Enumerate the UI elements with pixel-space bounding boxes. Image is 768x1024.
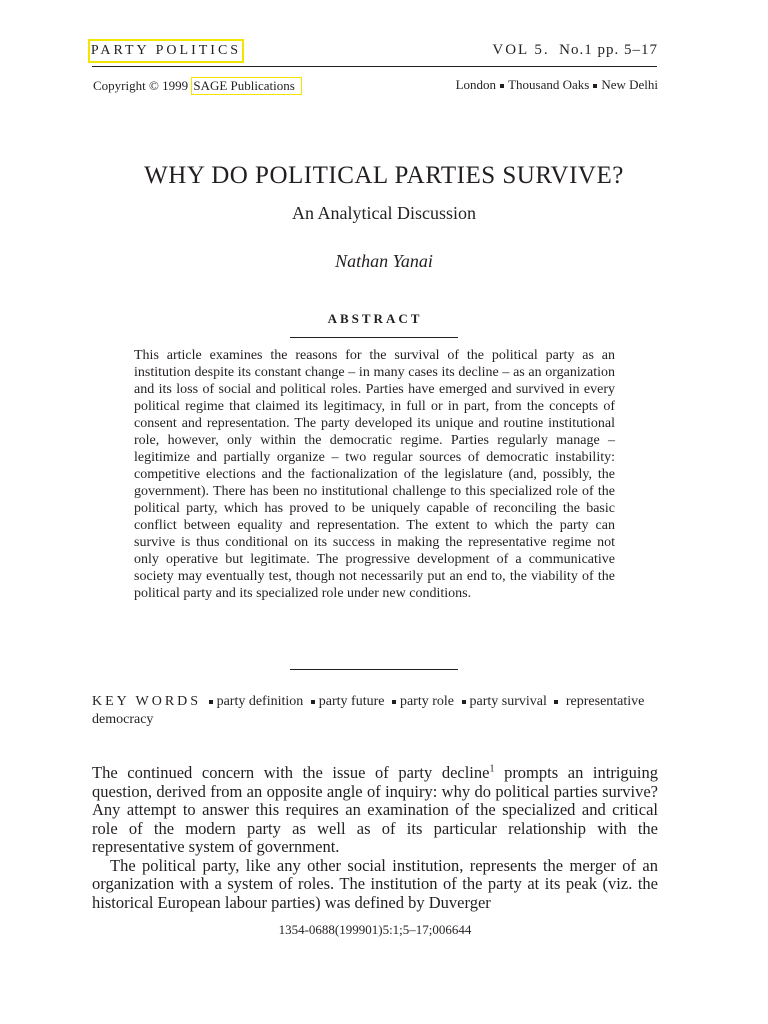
issue-number: No.1 xyxy=(559,42,593,58)
volume-label: VOL 5. xyxy=(492,42,550,58)
keyword: party survival xyxy=(469,694,547,709)
keyword: party definition xyxy=(216,694,304,709)
square-bullet-icon xyxy=(462,700,466,704)
abstract-text: This article examines the reasons for the survival of the political party as an institution despite its constant change – in many cases its decline – as an organization and its loss of social and political roles. Parties have emerged and survived in every political regime that claimed its legitimacy, in full or in part, from the concepts of consent and representation. The party developed its unique and routine institutional role, however, only within the democratic regime. Parties regularly manage – legitimize and partially organize – two regular sources of democratic instability: competitive elections and the factionalization of the legislature (and, possibly, the government). There has been no institutional challenge to this specialized role of the political party, which has proved to be uniquely capable of reconciling the basic conflict between equality and representation. The extent to which the party can survive is thus conditional on its success in making the representative regime not only operative but legitimate. The progressive development of a communicative society may eventually test, though not necessarily put an end to, the viability of the political party and its specialized role under new conditions. xyxy=(134,348,615,601)
keywords-label: KEY WORDS xyxy=(92,694,202,709)
header-rule xyxy=(92,66,657,67)
volume-info xyxy=(492,42,658,59)
journal-name[interactable]: PARTY POLITICS xyxy=(88,39,244,63)
body-text xyxy=(92,764,658,912)
abstract-heading: ABSTRACT xyxy=(327,311,423,326)
abstract-rule-top xyxy=(290,337,458,338)
abstract-rule-bottom xyxy=(290,669,458,670)
city-name: London xyxy=(455,77,497,92)
body-text-span: The continued concern with the issue of party decline xyxy=(92,763,490,782)
page-range: pp. 5–17 xyxy=(597,42,658,58)
publisher-cities xyxy=(456,77,658,93)
copyright-text: Copyright © 1999 xyxy=(93,78,189,93)
copyright-line xyxy=(93,77,302,95)
body-text-span: prompts an intriguing question, derived from an opposite angle of inquiry: why do political parties survive? Any attempt to answer this requires an examination of the specialized and critical role of the modern party as well as of its particular relationship with the representative system of government. xyxy=(92,763,658,856)
square-bullet-icon xyxy=(554,700,558,704)
keyword: representative democracy xyxy=(92,694,645,727)
square-bullet-icon xyxy=(500,84,504,88)
keyword: party future xyxy=(318,694,385,709)
keyword: party role xyxy=(399,694,454,709)
square-bullet-icon xyxy=(593,84,597,88)
body-paragraph: The political party, like any other social institution, represents the merger of an organization with a system of roles. The institution of the party at its peak (viz. the historical European labour parties) was defined by Duverger xyxy=(92,855,658,912)
city-name: New Delhi xyxy=(601,77,658,92)
article-subtitle: An Analytical Discussion xyxy=(292,203,476,223)
body-paragraph xyxy=(92,764,658,857)
article-identifier: 1354-0688(199901)5:1;5–17;006644 xyxy=(278,922,472,937)
square-bullet-icon xyxy=(392,700,396,704)
city-name: Thousand Oaks xyxy=(508,77,590,92)
article-title: WHY DO POLITICAL PARTIES SURVIVE? xyxy=(144,162,624,189)
square-bullet-icon xyxy=(311,700,315,704)
article-author: Nathan Yanai xyxy=(335,251,433,271)
square-bullet-icon xyxy=(209,700,213,704)
footnote-marker[interactable]: 1 xyxy=(489,763,495,775)
publisher-name[interactable]: SAGE Publications xyxy=(191,77,301,95)
keywords xyxy=(92,693,658,729)
